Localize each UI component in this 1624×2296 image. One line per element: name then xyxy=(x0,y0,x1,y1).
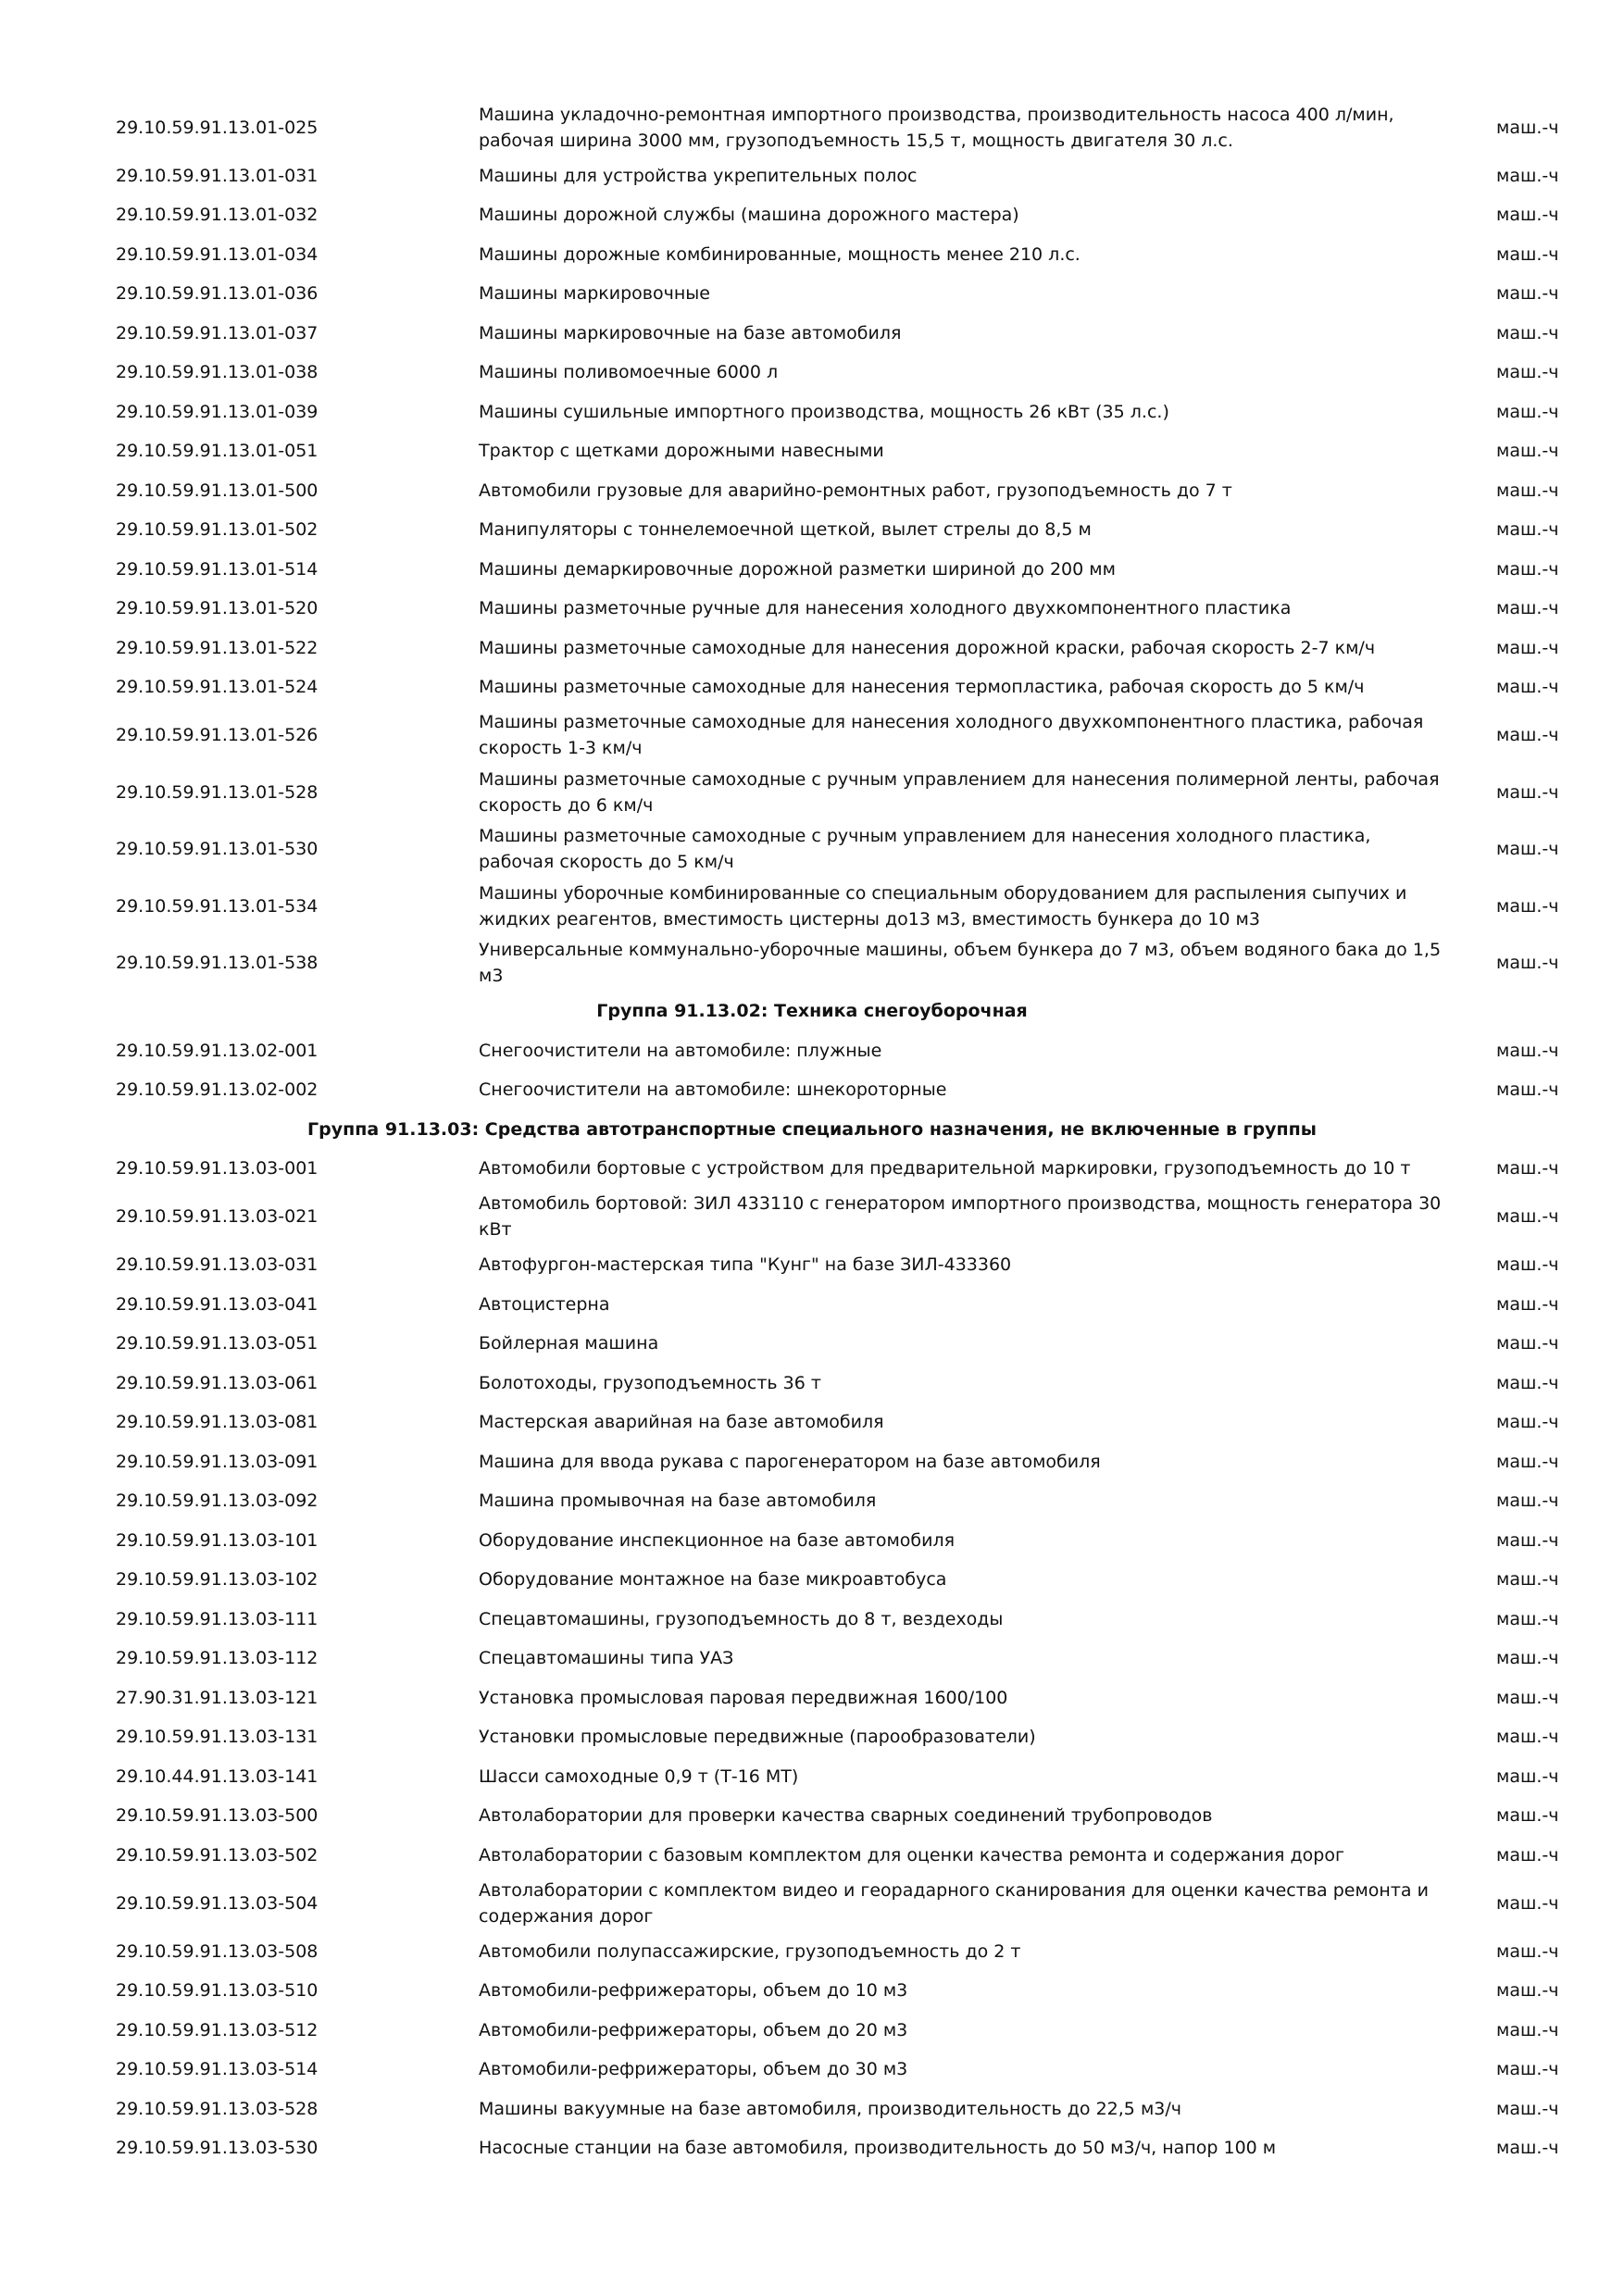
row-name: Снегоочистители на автомобиле: плужные xyxy=(479,1040,882,1061)
row-code: 29.10.59.91.13.03-061 xyxy=(116,1372,319,1393)
row-unit: маш.-ч xyxy=(1496,401,1559,422)
row-unit: маш.-ч xyxy=(1496,677,1559,698)
row-name: Машина промывочная на базе автомобиля xyxy=(479,1491,877,1512)
row-code: 29.10.59.91.13.03-081 xyxy=(116,1412,319,1433)
row-name: Трактор с щетками дорожными навесными xyxy=(479,441,884,462)
row-code: 29.10.59.91.13.01-031 xyxy=(116,165,319,186)
row-name: Машина для ввода рукава с парогенератором на базе автомобиля xyxy=(479,1451,1101,1472)
row-code: 27.90.31.91.13.03-121 xyxy=(116,1687,319,1708)
row-name: Автомобили-рефрижераторы, объем до 30 м3 xyxy=(479,2059,908,2080)
row-code: 29.10.59.91.13.01-526 xyxy=(116,725,319,746)
row-unit: маш.-ч xyxy=(1496,2098,1559,2119)
row-code: 29.10.59.91.13.03-041 xyxy=(116,1293,319,1315)
row-code: 29.10.59.91.13.01-524 xyxy=(116,677,319,698)
row-name: Установки промысловые передвижные (парообразователи) xyxy=(479,1727,1036,1748)
row-code: 29.10.59.91.13.01-034 xyxy=(116,243,319,265)
row-name: Бойлерная машина xyxy=(479,1333,659,1354)
row-code: 29.10.59.91.13.01-534 xyxy=(116,895,319,917)
row-code: 29.10.59.91.13.01-528 xyxy=(116,781,319,803)
row-unit: маш.-ч xyxy=(1496,1805,1559,1827)
row-name: Спецавтомашины типа УАЗ xyxy=(479,1648,734,1669)
row-name: Машины уборочные комбинированные со специальным оборудованием для распыления сыпучих и жидких реагентов, вместимость цистерны до13 м3, вместимость бункера до 10 м3 xyxy=(479,882,1407,930)
row-unit: маш.-ч xyxy=(1496,1491,1559,1512)
row-code: 29.10.59.91.13.01-036 xyxy=(116,283,319,305)
row-code: 29.10.59.91.13.01-025 xyxy=(116,117,319,138)
row-name: Машины поливомоечные 6000 л xyxy=(479,362,779,383)
row-unit: маш.-ч xyxy=(1496,1766,1559,1787)
row-unit: маш.-ч xyxy=(1496,283,1559,305)
row-name: Мастерская аварийная на базе автомобиля xyxy=(479,1412,884,1433)
row-unit: маш.-ч xyxy=(1496,1254,1559,1276)
row-code: 29.10.59.91.13.01-520 xyxy=(116,598,319,619)
row-code: 29.10.59.91.13.01-038 xyxy=(116,362,319,383)
row-name: Автолаборатории для проверки качества сварных соединений трубопроводов xyxy=(479,1805,1213,1827)
row-name: Спецавтомашины, грузоподъемность до 8 т, вездеходы xyxy=(479,1608,1004,1629)
row-code: 29.10.59.91.13.01-514 xyxy=(116,558,319,580)
row-unit: маш.-ч xyxy=(1496,1079,1559,1101)
row-code: 29.10.59.91.13.03-528 xyxy=(116,2098,319,2119)
row-code: 29.10.59.91.13.03-530 xyxy=(116,2138,319,2159)
row-code: 29.10.59.91.13.03-021 xyxy=(116,1206,319,1228)
row-name: Автомобили-рефрижераторы, объем до 20 м3 xyxy=(479,2019,908,2040)
row-unit: маш.-ч xyxy=(1496,953,1559,974)
row-code: 29.10.59.91.13.03-091 xyxy=(116,1451,319,1472)
row-unit: маш.-ч xyxy=(1496,637,1559,658)
row-unit: маш.-ч xyxy=(1496,839,1559,860)
row-unit: маш.-ч xyxy=(1496,519,1559,541)
row-unit: маш.-ч xyxy=(1496,1844,1559,1866)
row-name: Установка промысловая паровая передвижная 1600/100 xyxy=(479,1687,1008,1708)
row-name: Машины вакуумные на базе автомобиля, производительность до 22,5 м3/ч xyxy=(479,2098,1181,2119)
row-unit: маш.-ч xyxy=(1496,243,1559,265)
row-code: 29.10.59.91.13.01-032 xyxy=(116,205,319,226)
row-code: 29.10.59.91.13.03-512 xyxy=(116,2019,319,2040)
row-name: Машины разметочные самоходные с ручным управлением для нанесения холодного пластика, рабочая скорость до 5 км/ч xyxy=(479,826,1371,873)
row-unit: маш.-ч xyxy=(1496,117,1559,138)
row-code: 29.10.59.91.13.03-001 xyxy=(116,1158,319,1179)
row-code: 29.10.59.91.13.03-031 xyxy=(116,1254,319,1276)
row-code: 29.10.59.91.13.03-112 xyxy=(116,1648,319,1669)
row-name: Автомобили полупассажирские, грузоподъемность до 2 т xyxy=(479,1940,1021,1962)
row-unit: маш.-ч xyxy=(1496,1206,1559,1228)
row-unit: маш.-ч xyxy=(1496,362,1559,383)
row-code: 29.10.59.91.13.01-037 xyxy=(116,322,319,343)
row-code: 29.10.59.91.13.03-500 xyxy=(116,1805,319,1827)
row-name: Автолаборатории с комплектом видео и георадарного сканирования для оценки качества ремонта и содержания дорог xyxy=(479,1879,1429,1927)
row-name: Оборудование монтажное на базе микроавтобуса xyxy=(479,1569,947,1591)
row-name: Автоцистерна xyxy=(479,1293,610,1315)
row-code: 29.10.59.91.13.01-051 xyxy=(116,441,319,462)
row-name: Машины разметочные самоходные для нанесения дорожной краски, рабочая скорость 2-7 км/ч xyxy=(479,637,1376,658)
row-unit: маш.-ч xyxy=(1496,1040,1559,1061)
row-unit: маш.-ч xyxy=(1496,441,1559,462)
row-unit: маш.-ч xyxy=(1496,1293,1559,1315)
row-code: 29.10.59.91.13.03-092 xyxy=(116,1491,319,1512)
row-name: Манипуляторы с тоннелемоечной щеткой, вылет стрелы до 8,5 м xyxy=(479,519,1092,541)
row-code: 29.10.59.91.13.01-538 xyxy=(116,953,319,974)
row-name: Автофургон-мастерская типа "Кунг" на базе ЗИЛ-433360 xyxy=(479,1254,1012,1276)
row-code: 29.10.59.91.13.03-102 xyxy=(116,1569,319,1591)
row-name: Машины разметочные самоходные с ручным управлением для нанесения полимерной ленты, рабочая скорость до 6 км/ч xyxy=(479,768,1440,816)
row-code: 29.10.59.91.13.03-504 xyxy=(116,1892,319,1914)
row-name: Машины разметочные самоходные для нанесения термопластика, рабочая скорость до 5 км/ч xyxy=(479,677,1365,698)
row-unit: маш.-ч xyxy=(1496,1980,1559,2002)
row-name: Машины дорожные комбинированные, мощность менее 210 л.с. xyxy=(479,243,1081,265)
row-name: Машины маркировочные на базе автомобиля xyxy=(479,322,902,343)
row-unit: маш.-ч xyxy=(1496,1648,1559,1669)
row-unit: маш.-ч xyxy=(1496,1158,1559,1179)
row-code: 29.10.59.91.13.03-510 xyxy=(116,1980,319,2002)
row-unit: маш.-ч xyxy=(1496,781,1559,803)
row-code: 29.10.59.91.13.03-051 xyxy=(116,1333,319,1354)
row-unit: маш.-ч xyxy=(1496,1940,1559,1962)
row-name: Машины для устройства укрепительных полос xyxy=(479,165,918,186)
row-name: Шасси самоходные 0,9 т (Т-16 МТ) xyxy=(479,1766,799,1787)
row-unit: маш.-ч xyxy=(1496,1892,1559,1914)
row-unit: маш.-ч xyxy=(1496,1412,1559,1433)
row-code: 29.10.59.91.13.03-514 xyxy=(116,2059,319,2080)
row-unit: маш.-ч xyxy=(1496,725,1559,746)
row-name: Насосные станции на базе автомобиля, производительность до 50 м3/ч, напор 100 м xyxy=(479,2138,1277,2159)
row-unit: маш.-ч xyxy=(1496,2138,1559,2159)
row-code: 29.10.59.91.13.02-001 xyxy=(116,1040,319,1061)
row-unit: маш.-ч xyxy=(1496,1529,1559,1551)
row-code: 29.10.59.91.13.03-101 xyxy=(116,1529,319,1551)
row-code: 29.10.59.91.13.01-502 xyxy=(116,519,319,541)
row-code: 29.10.59.91.13.01-500 xyxy=(116,480,319,501)
row-name: Автомобили грузовые для аварийно-ремонтных работ, грузоподъемность до 7 т xyxy=(479,480,1232,501)
row-name: Снегоочистители на автомобиле: шнекороторные xyxy=(479,1079,947,1101)
row-unit: маш.-ч xyxy=(1496,2019,1559,2040)
row-code: 29.10.59.91.13.01-530 xyxy=(116,839,319,860)
row-name: Машина укладочно-ремонтная импортного производства, производительность насоса 400 л/мин, рабочая ширина 3000 мм, грузоподъемность 15,5 т, мощность двигателя 30 л.с. xyxy=(479,104,1394,151)
row-name: Автомобили бортовые с устройством для предварительной маркировки, грузоподъемность до 10 т xyxy=(479,1158,1411,1179)
row-unit: маш.-ч xyxy=(1496,1727,1559,1748)
row-code: 29.10.59.91.13.03-508 xyxy=(116,1940,319,1962)
row-name: Машины дорожной службы (машина дорожного мастера) xyxy=(479,205,1019,226)
row-code: 29.10.59.91.13.01-522 xyxy=(116,637,319,658)
row-code: 29.10.59.91.13.02-002 xyxy=(116,1079,319,1101)
row-name: Универсальные коммунально-уборочные машины, объем бункера до 7 м3, объем водяного бака до 1,5 м3 xyxy=(479,940,1442,987)
row-unit: маш.-ч xyxy=(1496,1333,1559,1354)
row-name: Автомобиль бортовой: ЗИЛ 433110 с генератором импортного производства, мощность генератора 30 кВт xyxy=(479,1193,1442,1241)
row-name: Автомобили-рефрижераторы, объем до 10 м3 xyxy=(479,1980,908,2002)
row-name: Оборудование инспекционное на базе автомобиля xyxy=(479,1529,956,1551)
row-code: 29.10.44.91.13.03-141 xyxy=(116,1766,319,1787)
row-unit: маш.-ч xyxy=(1496,2059,1559,2080)
row-unit: маш.-ч xyxy=(1496,895,1559,917)
row-unit: маш.-ч xyxy=(1496,205,1559,226)
row-unit: маш.-ч xyxy=(1496,1451,1559,1472)
row-unit: маш.-ч xyxy=(1496,1687,1559,1708)
row-code: 29.10.59.91.13.01-039 xyxy=(116,401,319,422)
row-name: Болотоходы, грузоподъемность 36 т xyxy=(479,1372,821,1393)
row-code: 29.10.59.91.13.03-131 xyxy=(116,1727,319,1748)
group-heading: Группа 91.13.03: Средства автотранспортные специального назначения, не включенные в группы xyxy=(307,1118,1317,1140)
group-heading: Группа 91.13.02: Техника снегоуборочная xyxy=(596,1001,1028,1022)
row-name: Машины разметочные самоходные для нанесения холодного двухкомпонентного пластика, рабочая скорость 1-3 км/ч xyxy=(479,712,1424,759)
row-code: 29.10.59.91.13.03-502 xyxy=(116,1844,319,1866)
row-code: 29.10.59.91.13.03-111 xyxy=(116,1608,319,1629)
row-unit: маш.-ч xyxy=(1496,1569,1559,1591)
row-name: Машины сушильные импортного производства, мощность 26 кВт (35 л.с.) xyxy=(479,401,1169,422)
row-unit: маш.-ч xyxy=(1496,480,1559,501)
row-name: Машины маркировочные xyxy=(479,283,710,305)
row-name: Машины разметочные ручные для нанесения холодного двухкомпонентного пластика xyxy=(479,598,1292,619)
row-name: Автолаборатории с базовым комплектом для оценки качества ремонта и содержания дорог xyxy=(479,1844,1344,1866)
row-unit: маш.-ч xyxy=(1496,1608,1559,1629)
row-unit: маш.-ч xyxy=(1496,1372,1559,1393)
row-unit: маш.-ч xyxy=(1496,165,1559,186)
row-name: Машины демаркировочные дорожной разметки шириной до 200 мм xyxy=(479,558,1116,580)
row-unit: маш.-ч xyxy=(1496,598,1559,619)
row-unit: маш.-ч xyxy=(1496,322,1559,343)
row-unit: маш.-ч xyxy=(1496,558,1559,580)
